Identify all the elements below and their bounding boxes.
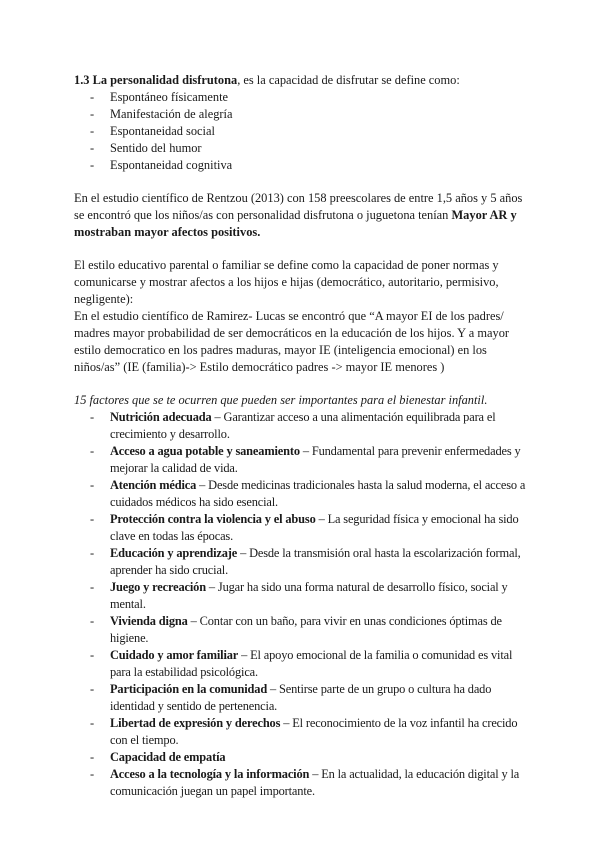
- factor-item: [74, 749, 534, 766]
- factor-name: Vivienda digna: [110, 614, 188, 628]
- factor-name: Nutrición adecuada: [110, 410, 212, 424]
- factor-name: Educación y aprendizaje: [110, 546, 238, 560]
- traits-list: [74, 89, 534, 174]
- trait-item: - Espontáneo físicamente: [74, 89, 534, 106]
- factor-name: Acceso a la tecnología y la información: [110, 767, 310, 781]
- factor-desc: – Desde la transmisión oral hasta la escolarización formal, aprender ha sido crucial.: [110, 546, 521, 577]
- factor-desc: – El reconocimiento de la voz infantil ha crecido con el tiempo.: [110, 716, 518, 747]
- factor-name: Cuidado y amor familiar: [110, 648, 239, 662]
- ramirez-paragraph: En el estudio científico de Ramirez- Lucas se encontró que “A mayor EI de los padres/ madres mayor probabilidad de ser democráticos en la educación de los hijos. Y a mayor estilo democratico en los padres maduras, mayor IE (inteligencia emocional) en los niños/as” (IE (familia)-> Estilo democrático padres -> mayor IE menores ): [74, 309, 510, 374]
- factors-title: 15 factores que se te ocurren que pueden ser importantes para el bienestar infantil.: [74, 393, 488, 407]
- factor-desc: – Contar con un baño, para vivir en unas condiciones óptimas de higiene.: [110, 614, 502, 645]
- rentzou-paragraph: [74, 190, 534, 241]
- factor-item: [74, 511, 534, 545]
- factor-item: [74, 613, 534, 647]
- factor-desc: – Desde medicinas tradicionales hasta la salud moderna, el acceso a cuidados médicos ha sido esencial.: [110, 478, 526, 509]
- factor-desc: – El apoyo emocional de la familia o comunidad es vital para la estabilidad psicológica.: [110, 648, 513, 679]
- factor-item: [74, 477, 534, 511]
- rentzou-text: En el estudio científico de Rentzou (2013) con 158 preescolares de entre 1,5 años y 5 años se encontró que los niños/as con personalidad disfrutona o juguetona tenían: [74, 191, 523, 222]
- factor-name: Juego y recreación: [110, 580, 206, 594]
- factor-item: [74, 579, 534, 613]
- section-heading-bold: 1.3 La personalidad disfrutona: [74, 73, 238, 87]
- factors-list: [74, 409, 534, 800]
- factor-name: Participación en la comunidad: [110, 682, 268, 696]
- factor-item: [74, 409, 534, 443]
- factor-name: Libertad de expresión y derechos: [110, 716, 281, 730]
- trait-item: - Sentido del humor: [74, 140, 534, 157]
- factor-item: [74, 766, 534, 800]
- document-content: [74, 72, 534, 800]
- factor-item: [74, 681, 534, 715]
- factor-item: [74, 715, 534, 749]
- trait-item: - Espontaneidad cognitiva: [74, 157, 534, 174]
- trait-item: - Espontaneidad social: [74, 123, 534, 140]
- factor-desc: – En la actualidad, la educación digital y la comunicación juegan un papel importante.: [110, 767, 520, 798]
- rentzou-bold: Mayor AR y mostraban mayor afectos positivos.: [74, 208, 517, 239]
- section-heading: [74, 72, 534, 89]
- factor-desc: – Jugar ha sido una forma natural de desarrollo físico, social y mental.: [110, 580, 508, 611]
- factor-desc: – Fundamental para prevenir enfermedades y mejorar la calidad de vida.: [110, 444, 521, 475]
- estilo-paragraph: El estilo educativo parental o familiar se define como la capacidad de poner normas y comunicarse y mostrar afectos a los hijos e hijas (democrático, autoritario, permisivo, negligente):: [74, 258, 499, 306]
- factor-item: [74, 545, 534, 579]
- factor-desc: – La seguridad física y emocional ha sido clave en todas las épocas.: [110, 512, 519, 543]
- factor-name: Protección contra la violencia y el abuso: [110, 512, 316, 526]
- factor-name: Atención médica: [110, 478, 197, 492]
- section-heading-rest: , es la capacidad de disfrutar se define como:: [237, 73, 460, 87]
- factor-desc: – Sentirse parte de un grupo o cultura ha dado identidad y sentido de pertenencia.: [110, 682, 492, 713]
- factor-desc: – Garantizar acceso a una alimentación equilibrada para el crecimiento y desarrollo.: [110, 410, 496, 441]
- factor-name: Capacidad de empatía: [110, 750, 226, 764]
- trait-item: - Manifestación de alegría: [74, 106, 534, 123]
- factor-name: Acceso a agua potable y saneamiento: [110, 444, 300, 458]
- factor-item: [74, 443, 534, 477]
- factor-item: [74, 647, 534, 681]
